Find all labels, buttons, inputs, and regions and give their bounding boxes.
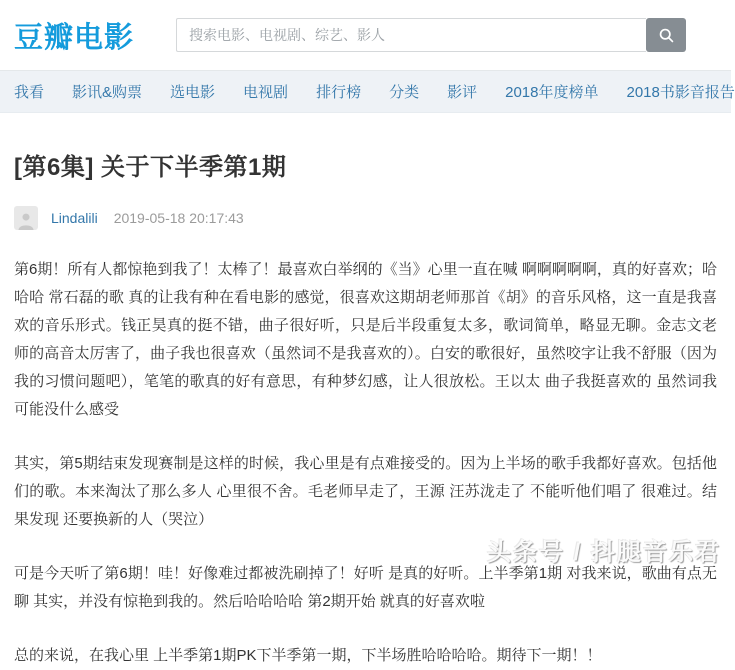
- author-username[interactable]: Lindalili: [51, 210, 98, 226]
- nav-item-tv[interactable]: 电视剧: [243, 84, 289, 101]
- site-logo[interactable]: 豆瓣电影: [14, 21, 135, 54]
- search-button[interactable]: [646, 18, 686, 52]
- nav-item-2018-media-report[interactable]: 2018书影音报告: [626, 84, 735, 101]
- main-nav: [0, 71, 735, 113]
- author-row: [14, 206, 717, 230]
- nav-item-explore-movies[interactable]: 选电影: [170, 84, 216, 101]
- post-paragraph: 可是今天听了第6期！哇！好像难过都被洗刷掉了！好听 是真的好听。上半季第1期 对我来说，歌曲有点无聊 其实，并没有惊艳到我的。然后哈哈哈哈 第2期开始 就真的好喜欢啦: [14, 565, 717, 610]
- search-form: [176, 18, 686, 52]
- nav-item-categories[interactable]: 分类: [389, 84, 420, 101]
- search-icon: [658, 27, 675, 44]
- user-silhouette-icon: [16, 210, 36, 230]
- search-input[interactable]: [176, 18, 646, 52]
- nav-item-showtimes-tickets[interactable]: 影讯&购票: [72, 84, 143, 101]
- nav-item-mine[interactable]: 我看: [14, 84, 45, 101]
- post-paragraph: 其实，第5期结束发现赛制是这样的时候，我心里是有点难接受的。因为上半场的歌手我都好喜欢。包括他们的歌。本来淘汰了那么多人 心里很不舍。毛老师早走了，王源 汪苏泷走了 不能听他们唱了 很难过。结果发现 还要换新的人（哭泣）: [14, 455, 717, 528]
- header: [0, 0, 731, 71]
- nav-item-2018-annual-list[interactable]: 2018年度榜单: [505, 84, 599, 101]
- nav-item-rankings[interactable]: 排行榜: [316, 84, 362, 101]
- nav-item-reviews[interactable]: 影评: [447, 84, 478, 101]
- post-paragraph: 第6期！所有人都惊艳到我了！太棒了！最喜欢白举纲的《当》心里一直在喊 啊啊啊啊啊，真的好喜欢；哈哈哈 常石磊的歌 真的让我有种在看电影的感觉，很喜欢这期胡老师那首《胡》的音乐风格，这一直是我喜欢的音乐形式。钱正昊真的挺不错，曲子很好听，只是后半段重复太多，歌词简单，略显无聊。金志文老师的高音太厉害了，曲子我也很喜欢（虽然词不是我喜欢的）。白安的歌很好，虽然咬字让我不舒服（因为我的习惯问题吧），笔笔的歌真的好有意思，有种梦幻感，让人很放松。王以太 曲子我挺喜欢的 虽然词我可能没什么感受: [14, 261, 717, 418]
- post-title: [第6集] 关于下半季第1期: [14, 154, 287, 181]
- post-timestamp: 2019-05-18 20:17:43: [113, 210, 244, 226]
- post-body: [14, 256, 717, 670]
- post-content: [0, 147, 731, 670]
- avatar[interactable]: [14, 206, 38, 230]
- watermark: 头条号 / 抖腿音乐君: [486, 539, 721, 566]
- post-paragraph: 总的来说，在我心里 上半季第1期PK下半季第一期，下半场胜哈哈哈哈。期待下一期！！: [14, 647, 602, 664]
